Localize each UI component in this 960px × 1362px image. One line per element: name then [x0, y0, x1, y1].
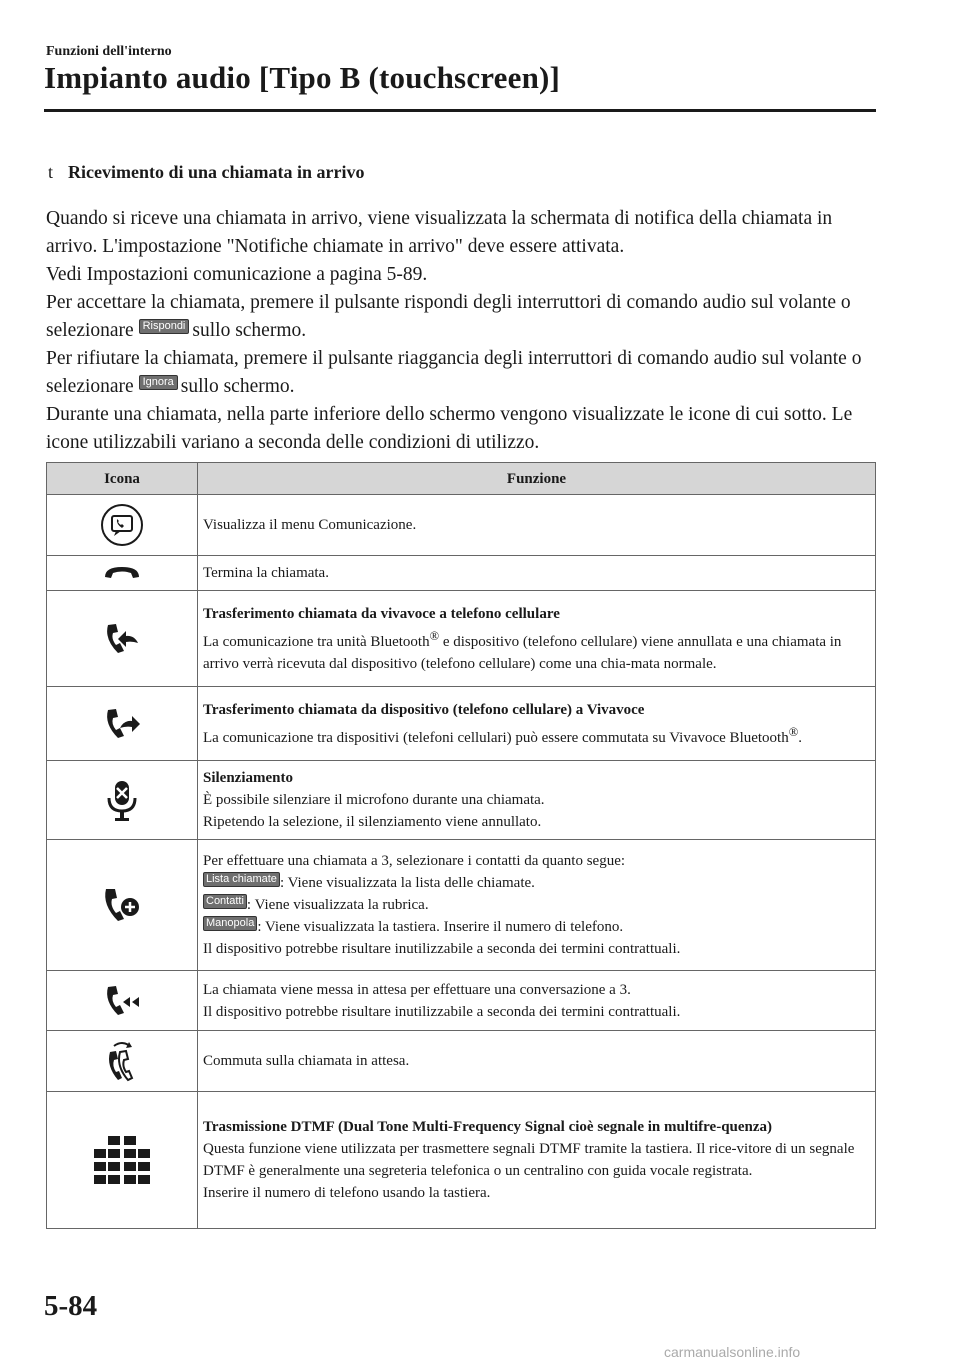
contacts-line [203, 894, 869, 916]
subsection-heading [48, 162, 364, 183]
section-kicker: Funzioni dell'interno [46, 44, 172, 59]
function-description [198, 761, 876, 840]
function-title: Silenziamento [203, 770, 293, 786]
registered-mark: ® [788, 724, 799, 739]
call-list-chip: Lista chiamate [203, 872, 280, 887]
function-text: La comunicazione tra unità Bluetooth [203, 633, 430, 650]
icon-function-table [46, 462, 876, 1229]
function-description: Commuta sulla chiamata in attesa. [198, 1031, 876, 1092]
paragraph-reference: Vedi Impostazioni comunicazione a pagina 5-89. [46, 264, 428, 285]
column-header-icon: Icona [47, 463, 198, 495]
table-row [47, 1092, 876, 1229]
function-text: Ripetendo la selezione, il silenziamento viene annullato. [203, 814, 542, 830]
function-title: Trasmissione DTMF (Dual Tone Multi-Frequency Signal cioè segnale in multifre-quenza) [203, 1119, 773, 1135]
function-text: È possibile silenziare il microfono durante una chiamata. [203, 792, 545, 808]
function-title: Trasferimento chiamata da vivavoce a telefono cellulare [203, 605, 560, 622]
table-row [47, 840, 876, 971]
page-number: 5-84 [44, 1290, 98, 1322]
paragraph-accept [46, 289, 876, 345]
function-description [198, 971, 876, 1031]
table-row [47, 495, 876, 556]
table-row [47, 761, 876, 840]
paragraph-icons-intro: Durante una chiamata, nella parte inferiore dello schermo vengono visualizzate le icone di cui sotto. Le icone utilizzabili variano a seconda delle condizioni di utilizzo. [46, 404, 853, 453]
hang-up-icon [49, 563, 195, 583]
mute-microphone-icon [49, 778, 195, 822]
watermark: carmanualsonline.info [664, 1344, 801, 1360]
column-header-function: Funzione [198, 463, 876, 495]
function-text: : Viene visualizzata la lista delle chiamate. [279, 875, 535, 891]
function-title: Trasferimento chiamata da dispositivo (telefono cellulare) a Vivavoce [203, 701, 645, 718]
dial-line [203, 916, 869, 938]
function-description: Visualizza il menu Comunicazione. [198, 495, 876, 556]
table-header-row [47, 463, 876, 495]
title-rule [44, 109, 876, 112]
function-description: Termina la chiamata. [198, 556, 876, 591]
call-list-line [203, 872, 869, 894]
table-row [47, 591, 876, 687]
reject-text-end: sullo schermo. [180, 376, 295, 397]
function-description [198, 687, 876, 761]
function-text: Per effettuare una chiamata a 3, selezionare i contatti da quanto segue: [203, 853, 626, 869]
accept-text-end: sullo schermo. [192, 320, 307, 341]
communication-menu-icon [49, 503, 195, 547]
contacts-chip: Contatti [203, 894, 247, 909]
table-row [47, 687, 876, 761]
function-text: Inserire il numero di telefono usando la tastiera. [203, 1185, 491, 1201]
function-text: Il dispositivo potrebbe risultare inutilizzabile a seconda dei termini contrattuali. [203, 1003, 681, 1020]
table-row [47, 1031, 876, 1092]
hold-call-icon [49, 981, 195, 1021]
keypad-icon [49, 1136, 195, 1184]
add-call-icon [49, 883, 195, 927]
body-text [46, 205, 876, 457]
page-title: Impianto audio [Tipo B (touchscreen)] [44, 60, 561, 95]
paragraph-notification: Quando si riceve una chiamata in arrivo, viene visualizzata la schermata di notifica della chiamata in arrivo. L'impostazione "Notifiche chiamate in arrivo" deve essere attivata. [46, 208, 833, 257]
function-text: : Viene visualizzata la rubrica. [246, 897, 429, 913]
answer-button-chip: Rispondi [139, 319, 190, 334]
subsection-marker: t [48, 162, 54, 182]
dial-chip: Manopola [203, 916, 257, 931]
ignore-button-chip: Ignora [139, 375, 178, 390]
swap-call-icon [49, 1038, 195, 1084]
function-description [198, 840, 876, 971]
accept-text: Per accettare la chiamata, premere il pulsante rispondi degli interruttori di comando audio sul volante o selezionare [46, 292, 851, 341]
transfer-to-phone-icon [49, 619, 195, 659]
function-text: e dispositivo (telefono cellulare) viene annullata e una chiamata in arrivo verrà ricevuta dal dispositivo (telefono cellulare) come una chia-mata normale. [203, 633, 842, 672]
table-row [47, 971, 876, 1031]
transfer-to-handsfree-icon [49, 704, 195, 744]
registered-mark: ® [429, 628, 440, 643]
function-text: Questa funzione viene utilizzata per trasmettere segnali DTMF tramite la tastiera. Il rice-vitore di un segnale DTMF è generalmente una segreteria telefonica o un centralino con guida vocale registrata. [203, 1141, 855, 1179]
table-row [47, 556, 876, 591]
function-text: La chiamata viene messa in attesa per effettuare una conversazione a 3. [203, 981, 631, 998]
function-text: . [798, 729, 802, 746]
subsection-title: Ricevimento di una chiamata in arrivo [68, 162, 365, 182]
function-description [198, 1092, 876, 1229]
function-description [198, 591, 876, 687]
reject-text: Per rifiutare la chiamata, premere il pulsante riaggancia degli interruttori di comando audio sul volante o selezionare [46, 348, 862, 397]
paragraph-reject [46, 345, 876, 401]
function-text: : Viene visualizzata la tastiera. Inserire il numero di telefono. [257, 919, 624, 935]
function-text: La comunicazione tra dispositivi (telefoni cellulari) può essere commutata su Vivavoce Bluetooth [203, 729, 789, 746]
function-text: Il dispositivo potrebbe risultare inutilizzabile a seconda dei termini contrattuali. [203, 941, 681, 957]
